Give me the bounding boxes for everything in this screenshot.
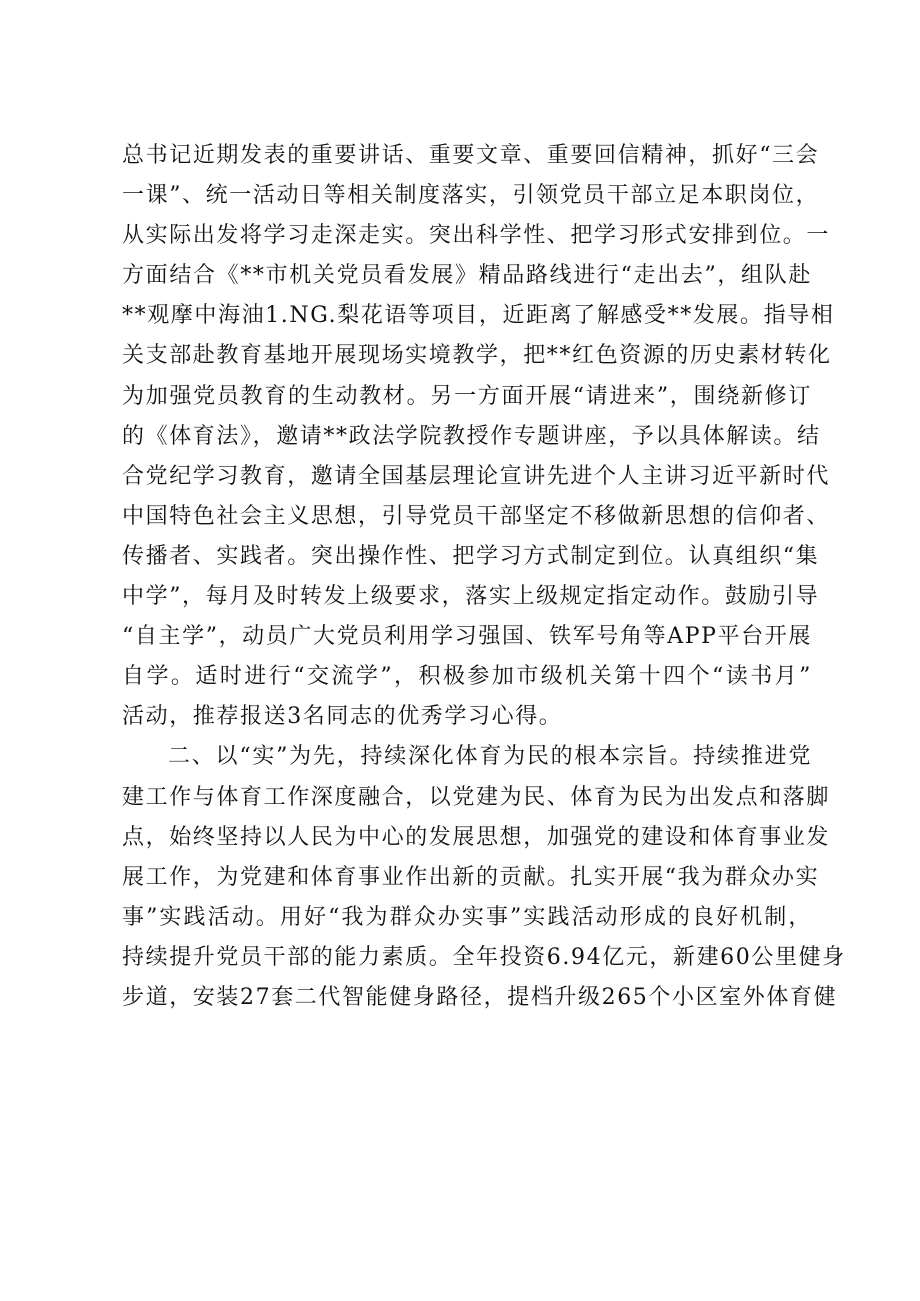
paragraph-2: [122, 737, 846, 1018]
text-line: 活动，推荐报送3名同志的优秀学习心得。: [122, 704, 563, 730]
text-line: 传播者、实践者。突出操作性、把学习方式制定到位。认真组织“集: [122, 543, 820, 569]
text-line: 从实际出发将学习走深走实。突出科学性、把学习形式安排到位。一: [122, 223, 831, 249]
text-line: 建工作与体育工作深度融合，以党建为民、体育为民为出发点和落脚: [122, 784, 831, 810]
text-line: 事”实践活动。用好“我为群众办实事”实践活动形成的良好机制，: [122, 904, 812, 930]
text-line: 步道，安装27套二代智能健身路径，提档升级265个小区室外体育健: [122, 984, 838, 1010]
section-heading-line: 二、以“实”为先，持续深化体育为民的根本宗旨。持续推进党: [168, 744, 812, 770]
text-line: 一课”、统一活动日等相关制度落实，引领党员干部立足本职岗位，: [122, 183, 820, 209]
text-line: 自学。适时进行“交流学”，积极参加市级机关第十四个“读书月”: [122, 664, 812, 690]
text-line: 为加强党员教育的生动教材。另一方面开展“请进来”，围绕新修订: [122, 383, 812, 409]
document-body: [122, 136, 846, 1018]
text-line: **观摩中海油1.NG.梨花语等项目，近距离了解感受**发展。指导相: [122, 303, 835, 329]
text-line: 点，始终坚持以人民为中心的发展思想，加强党的建设和体育事业发: [122, 824, 831, 850]
paragraph-1: [122, 136, 835, 737]
text-line: 持续提升党员干部的能力素质。全年投资6.94亿元，新建60公里健身: [122, 944, 846, 970]
text-line: 中学”，每月及时转发上级要求，落实上级规定指定动作。鼓励引导: [122, 584, 820, 610]
text-line: 关支部赴教育基地开展现场实境教学，把**红色资源的历史素材转化: [122, 343, 832, 369]
text-line: “自主学”，动员广大党员利用学习强国、铁军号角等APP平台开展: [122, 624, 812, 650]
text-line: 合党纪学习教育，邀请全国基层理论宣讲先进个人主讲习近平新时代: [122, 463, 831, 489]
text-line: 的《体育法》，邀请**政法学院教授作专题讲座，予以具体解读。结: [122, 423, 821, 449]
text-line: 中国特色社会主义思想，引导党员干部坚定不移做新思想的信仰者、: [122, 503, 831, 529]
text-line: 展工作，为党建和体育事业作出新的贡献。扎实开展“我为群众办实: [122, 864, 820, 890]
text-line: 总书记近期发表的重要讲话、重要文章、重要回信精神，抓好“三会: [122, 143, 820, 168]
text-line: 方面结合《**市机关党员看发展》精品路线进行“走出去”，组队赴: [122, 263, 812, 289]
